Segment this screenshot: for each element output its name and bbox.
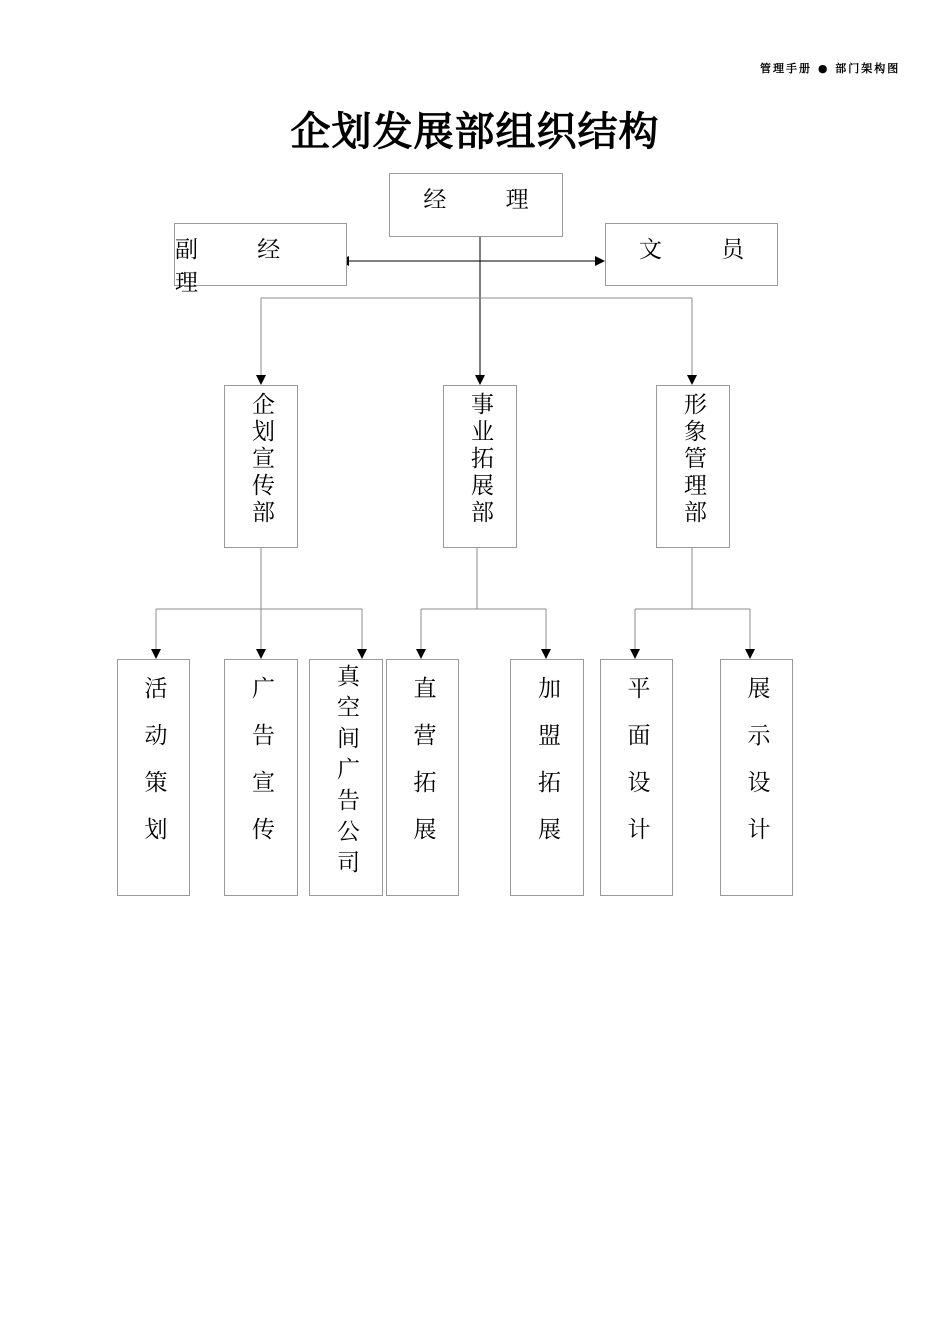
unit-label: 直营拓展 (409, 676, 436, 864)
unit-box-advertising (224, 659, 298, 896)
unit-label: 展示设计 (743, 676, 770, 864)
unit-label: 真空间广告公司 (333, 664, 359, 881)
deputy-manager-box (174, 223, 347, 296)
unit-box-ad-agency (309, 659, 383, 896)
unit-box-franchise-expansion (510, 659, 584, 896)
dept-label: 事业拓展部 (467, 392, 493, 527)
unit-label: 广告宣传 (248, 676, 274, 864)
manager-box (389, 173, 563, 237)
header-note: 管理手册 ● 部门架构图 (760, 62, 901, 75)
dept-box-image-management (656, 385, 730, 548)
unit-box-graphic-design (600, 659, 673, 896)
dept-box-planning-publicity (224, 385, 298, 548)
unit-box-event-planning (117, 659, 190, 896)
deputy-manager-label: 副 经 理 (175, 237, 307, 296)
unit-box-direct-expansion (386, 659, 459, 896)
dept-box-business-expansion (443, 385, 517, 548)
unit-label: 加盟拓展 (534, 676, 560, 864)
unit-label: 活动策划 (140, 676, 167, 864)
dept-label: 形象管理部 (680, 392, 706, 527)
clerk-label: 文 员 (638, 237, 771, 263)
chart-title: 企划发展部组织结构 (290, 108, 660, 155)
manager-label: 经 理 (423, 187, 555, 213)
unit-box-display-design (720, 659, 793, 896)
clerk-box (605, 223, 778, 286)
unit-label: 平面设计 (623, 676, 650, 864)
dept-label: 企划宣传部 (248, 392, 274, 527)
